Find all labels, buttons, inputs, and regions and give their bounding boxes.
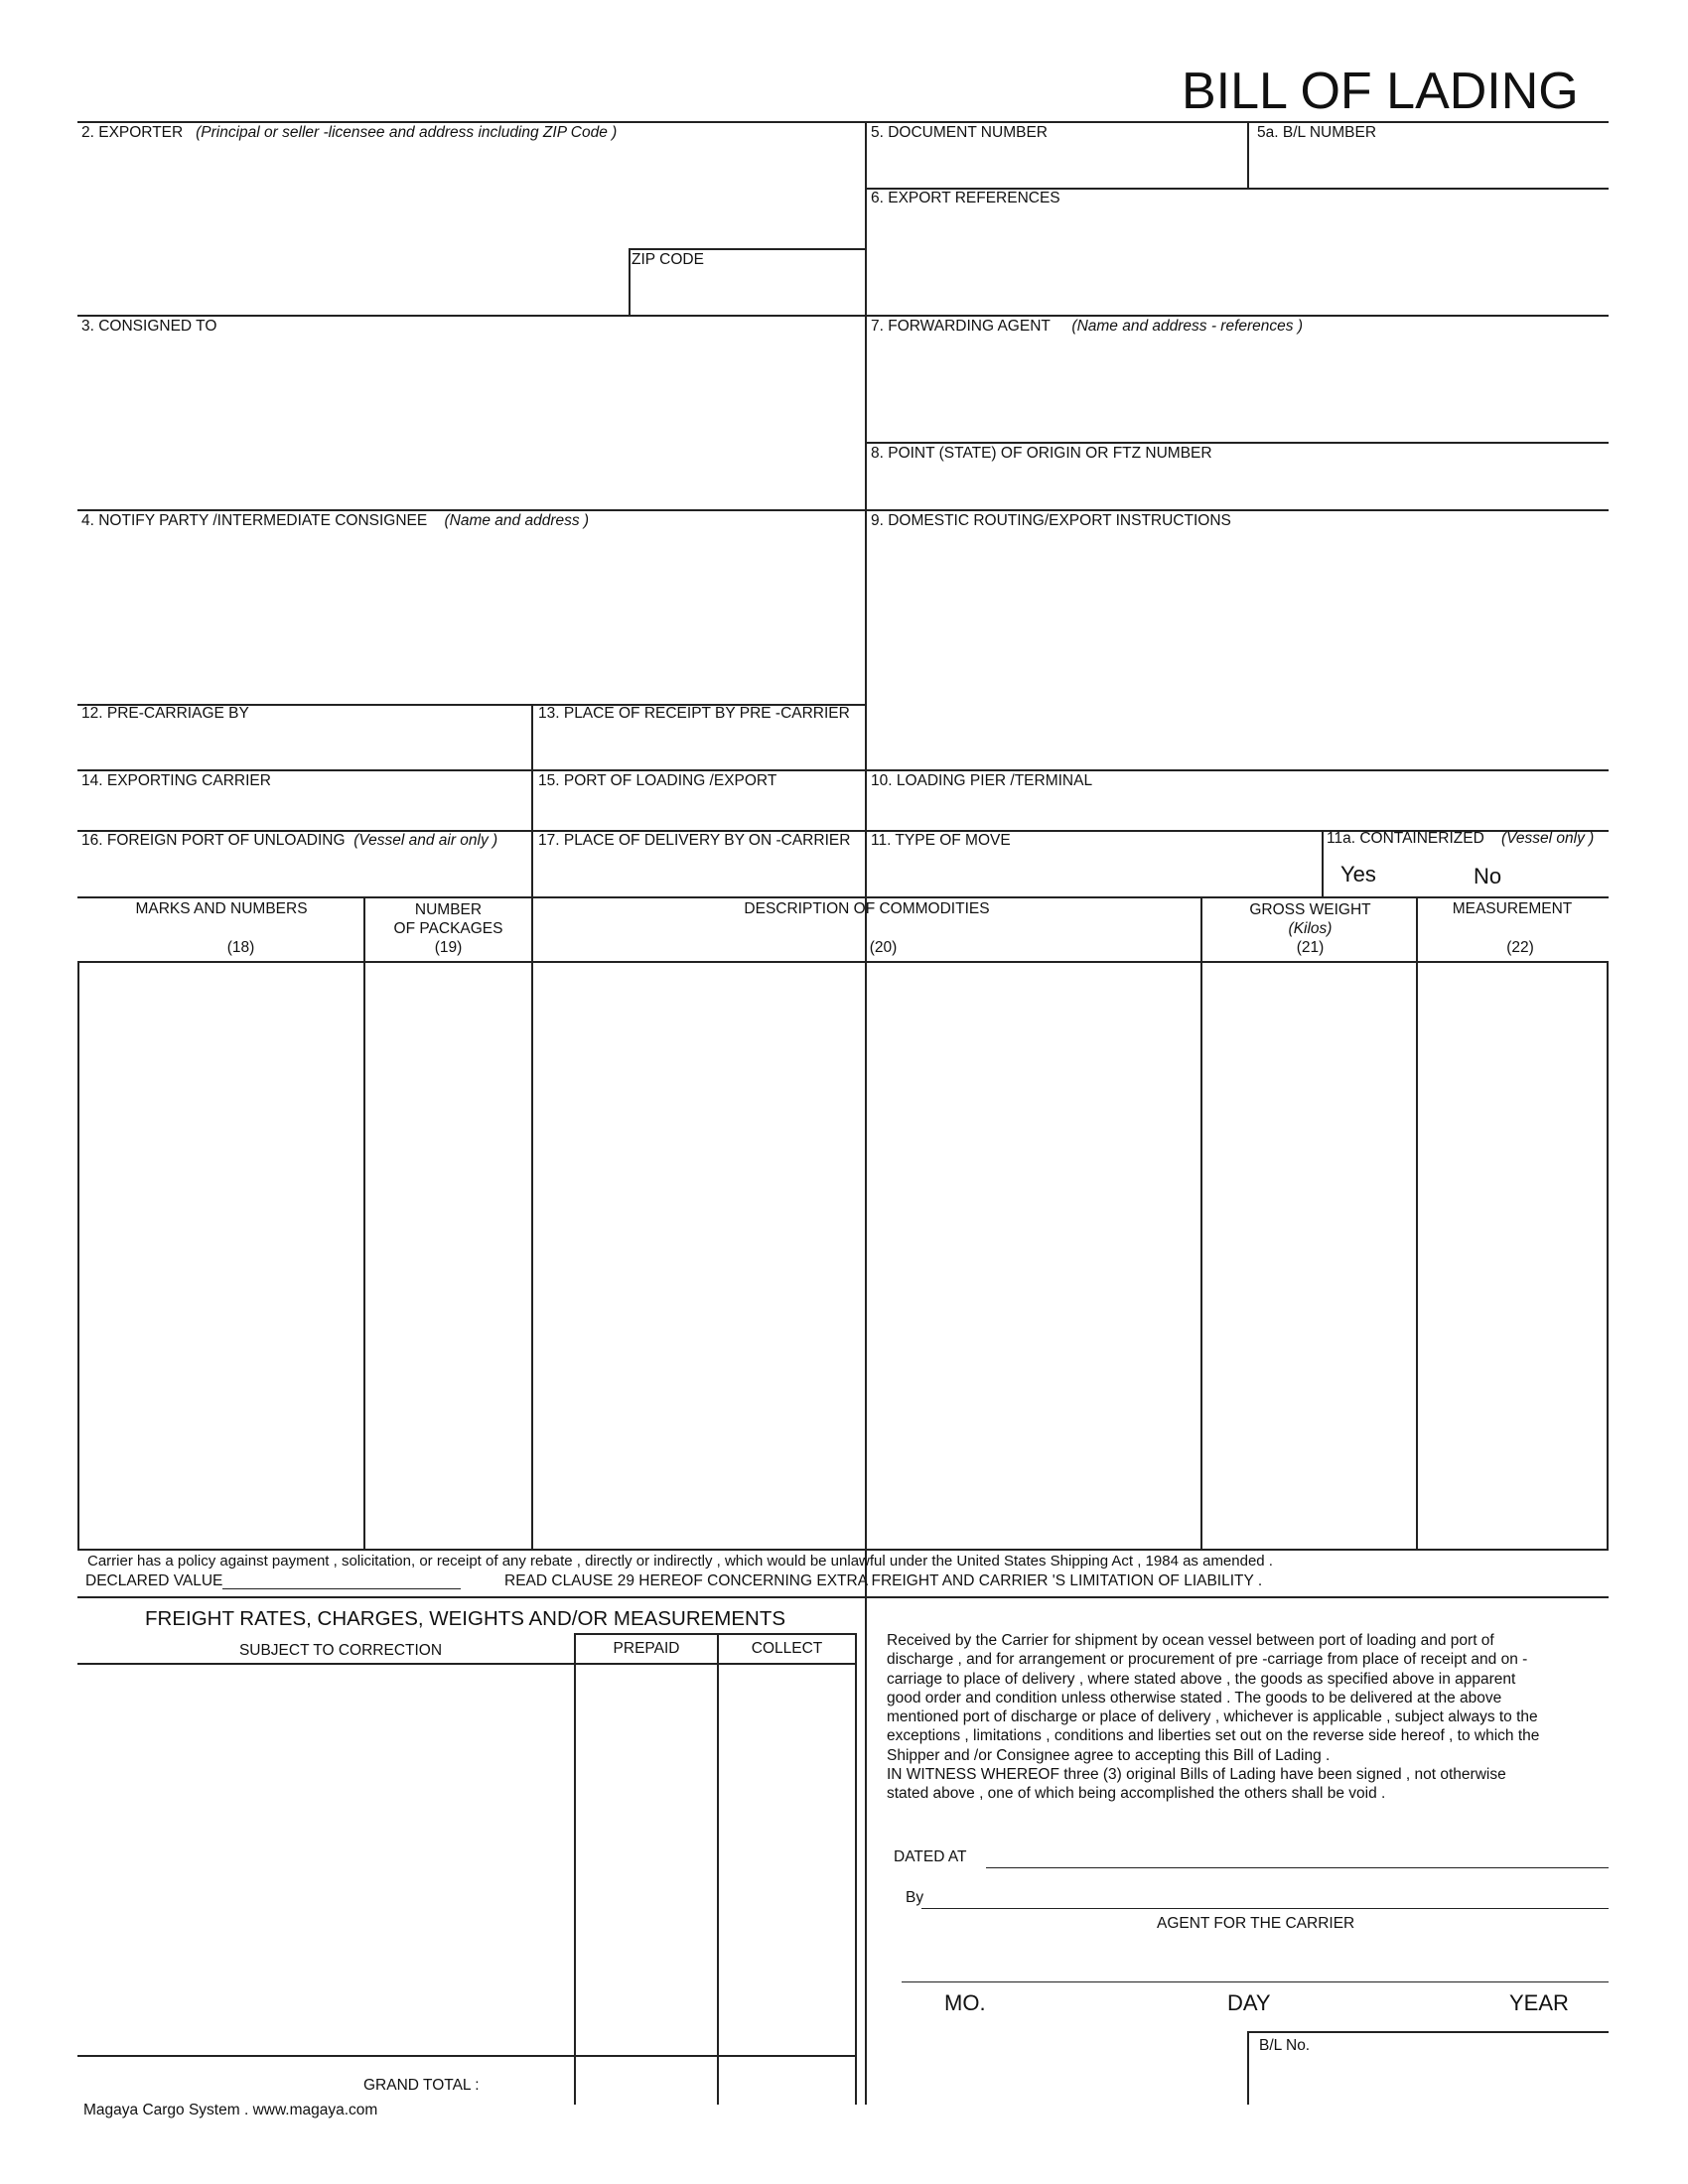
rule (77, 2055, 856, 2057)
grand-total-label: GRAND TOTAL : (363, 2077, 480, 2094)
dated-at-label: DATED AT (894, 1848, 967, 1865)
year-label: YEAR (1509, 1990, 1569, 2015)
month-label: MO. (944, 1990, 986, 2015)
col-marks-number: (18) (226, 939, 255, 956)
rule (1416, 896, 1418, 1550)
rule (574, 1633, 576, 2105)
exporter-label: 2. EXPORTER (Principal or seller -licensee and address including ZIP Code ) (81, 124, 618, 141)
col-packages-number: (19) (434, 939, 463, 956)
containerized-yes[interactable]: Yes (1340, 862, 1376, 887)
rule (629, 248, 867, 250)
rule (855, 1633, 857, 2105)
agent-for-carrier-label: AGENT FOR THE CARRIER (1157, 1915, 1355, 1932)
col-marks-header: MARKS AND NUMBERS (135, 900, 308, 917)
rule (77, 896, 1609, 898)
rule (865, 442, 1609, 444)
pre-carriage-label: 12. PRE-CARRIAGE BY (81, 705, 249, 722)
col-weight-header: GROSS WEIGHT (Kilos) (1249, 901, 1371, 937)
document-title: BILL OF LADING (1182, 63, 1579, 120)
rule (77, 1549, 1609, 1551)
rule (629, 248, 631, 316)
subject-to-correction: SUBJECT TO CORRECTION (238, 1642, 443, 1659)
date-line (902, 1981, 1609, 1982)
rule (531, 896, 533, 1550)
declared-value-line (222, 1588, 461, 1589)
rule (1247, 2031, 1609, 2033)
rule (77, 121, 1609, 123)
rule (531, 704, 533, 898)
document-number-label: 5. DOCUMENT NUMBER (871, 124, 1048, 141)
carrier-terms: Received by the Carrier for shipment by ocean vessel between port of loading and port of discharge , and for arrangement or procurement of pre -carriage from place of receipt and on - carriage to place of delivery , where stated above , the goods as specified above in apparent good order and condition unless otherwise stated . The goods to be delivered at the above mentioned port of discharge or place of delivery , whichever is applicable , subject always to the exceptions , limitations , conditions and liberties set out on the reverse side hereof , to which the Shipper and /or Consignee agree to accepting this Bill of Lading . IN WITNESS WHEREOF three (3) original Bills of Lading have been signed , not otherwise stated above , one of which being accomplished the others shall be void . (887, 1632, 1540, 1803)
day-label: DAY (1227, 1990, 1271, 2015)
rule (1247, 121, 1249, 189)
rule (77, 1663, 856, 1665)
exporting-carrier-label: 14. EXPORTING CARRIER (81, 772, 271, 789)
footer-credit: Magaya Cargo System . www.magaya.com (83, 2102, 378, 2118)
rule (717, 1633, 719, 2105)
col-weight-number: (21) (1296, 939, 1325, 956)
rule (1200, 896, 1202, 1550)
port-of-loading-label: 15. PORT OF LOADING /EXPORT (538, 772, 777, 789)
notify-party-label: 4. NOTIFY PARTY /INTERMEDIATE CONSIGNEE (Name and address ) (81, 512, 590, 529)
rule (1322, 830, 1324, 898)
rebate-notice: Carrier has a policy against payment , solicitation, or receipt of any rebate , directly or indirectly , which would be unlawful under the United States Shipping Act , 1984 as amended . (87, 1553, 1273, 1570)
type-of-move-label: 11. TYPE OF MOVE (871, 832, 1011, 849)
freight-heading: FREIGHT RATES, CHARGES, WEIGHTS AND/OR MEASUREMENTS (145, 1607, 786, 1630)
forwarding-agent-label: 7. FORWARDING AGENT (Name and address - references ) (871, 318, 1304, 335)
domestic-routing-label: 9. DOMESTIC ROUTING/EXPORT INSTRUCTIONS (871, 512, 1231, 529)
rule (1607, 961, 1609, 1550)
rule (574, 1633, 856, 1635)
rule (865, 121, 867, 2105)
containerized-no[interactable]: No (1474, 864, 1502, 888)
point-of-origin-label: 8. POINT (STATE) OF ORIGIN OR FTZ NUMBER (871, 445, 1212, 462)
col-description-number: (20) (869, 939, 898, 956)
by-line (921, 1908, 1609, 1909)
rule (1247, 2031, 1249, 2105)
foreign-port-label: 16. FOREIGN PORT OF UNLOADING (Vessel and air only ) (81, 832, 498, 849)
zip-code-label: ZIP CODE (632, 251, 704, 268)
collect-header: COLLECT (751, 1640, 823, 1657)
rule (77, 315, 1609, 317)
dated-at-line (986, 1867, 1609, 1868)
place-of-delivery-label: 17. PLACE OF DELIVERY BY ON -CARRIER (538, 832, 851, 849)
bl-no-label: B/L No. (1259, 2037, 1311, 2054)
export-references-label: 6. EXPORT REFERENCES (871, 190, 1060, 206)
rule (77, 961, 79, 1550)
consigned-to-label: 3. CONSIGNED TO (81, 318, 217, 335)
rule (77, 961, 1609, 963)
containerized-label: 11a. CONTAINERIZED (Vessel only ) (1327, 830, 1595, 847)
col-packages-header: NUMBER OF PACKAGES (393, 901, 503, 937)
rule (77, 769, 1609, 771)
col-description-header: DESCRIPTION OF COMMODITIES (744, 900, 990, 917)
bl-number-label: 5a. B/L NUMBER (1257, 124, 1377, 141)
rule (77, 509, 1609, 511)
read-clause-notice: READ CLAUSE 29 HEREOF CONCERNING EXTRA FREIGHT AND CARRIER 'S LIMITATION OF LIABILITY . (504, 1572, 1263, 1589)
rule (77, 1596, 1609, 1598)
col-measurement-number: (22) (1506, 939, 1534, 956)
col-measurement-header: MEASUREMENT (1452, 900, 1573, 917)
place-of-receipt-label: 13. PLACE OF RECEIPT BY PRE -CARRIER (538, 705, 850, 722)
prepaid-header: PREPAID (613, 1640, 680, 1657)
by-label: By (906, 1889, 924, 1906)
rule (363, 896, 365, 1550)
declared-value-label: DECLARED VALUE (85, 1572, 223, 1589)
loading-pier-label: 10. LOADING PIER /TERMINAL (871, 772, 1093, 789)
